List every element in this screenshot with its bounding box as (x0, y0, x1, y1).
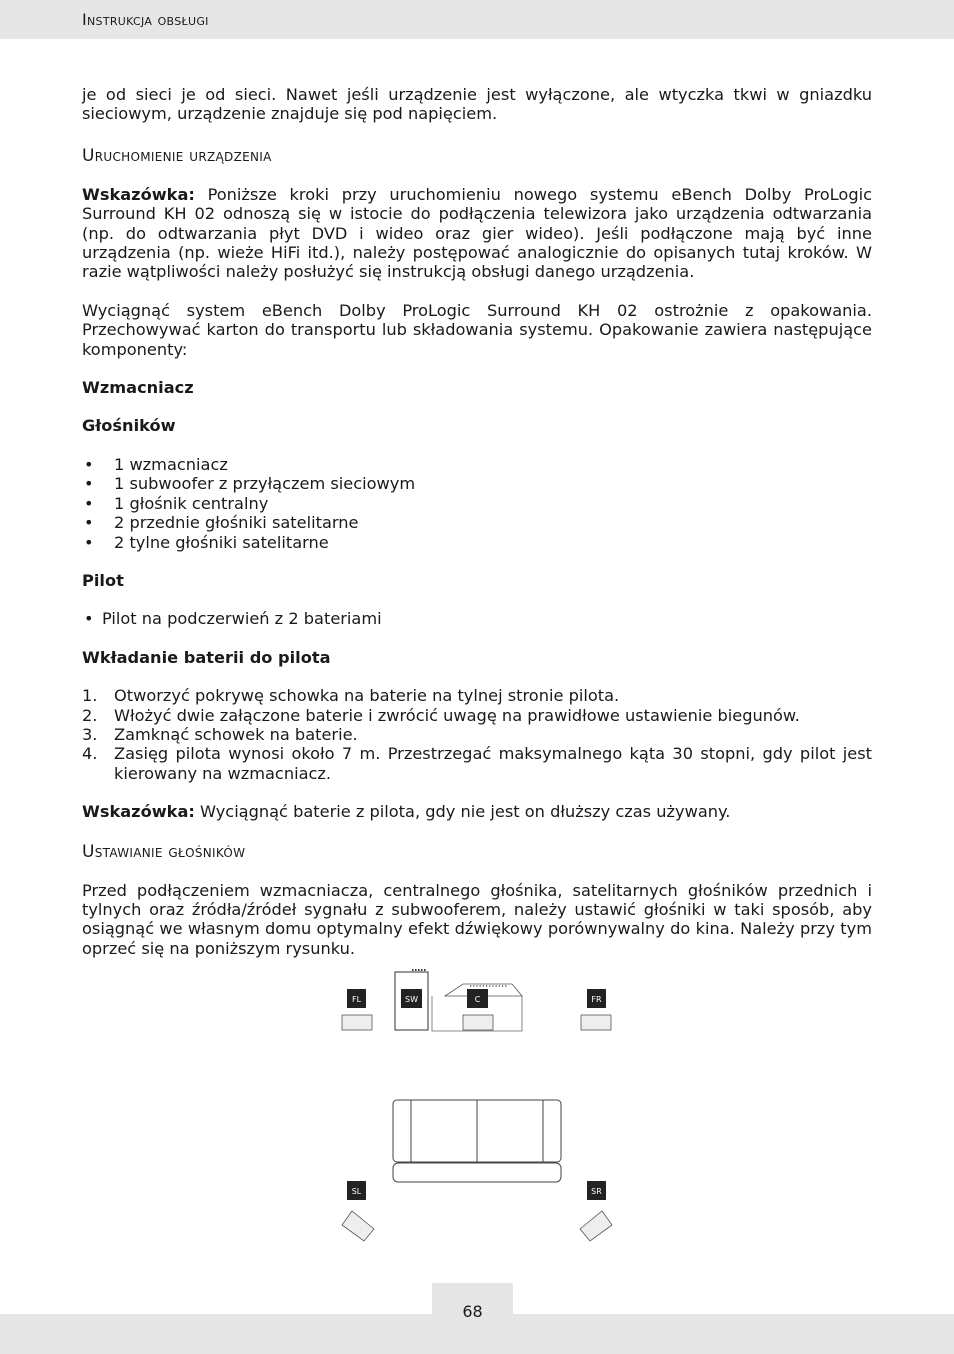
sofa-seat (393, 1163, 561, 1182)
front-left-speaker (342, 989, 372, 1030)
sofa-right-arm (541, 1100, 561, 1162)
surround-left-speaker (342, 1181, 374, 1241)
note2-text: Wyciągnąć baterie z pilota, gdy nie jest on dłuższy czas używany. (194, 802, 731, 822)
list-item: • 1 głośnik centralny (82, 494, 872, 513)
c-speaker-box (463, 1015, 493, 1030)
front-right-speaker (581, 989, 611, 1030)
note-paragraph (82, 185, 872, 282)
section-title-startup: Uruchomienie urządzenia (82, 145, 272, 166)
subwoofer (395, 970, 428, 1030)
list-item (82, 706, 872, 725)
list-item: • 1 subwoofer z przyłączem sieciowym (82, 474, 872, 493)
step-text: Otworzyć pokrywę schowka na baterie na tylnej stronie pilota. (114, 686, 620, 706)
note2-paragraph (82, 802, 872, 821)
amplifier-heading: Wzmacniacz (82, 378, 194, 398)
section-title-speakers: Ustawianie głośników (82, 841, 246, 862)
sr-speaker-box (580, 1211, 612, 1241)
step-text: Zamknąć schowek na baterie. (114, 724, 358, 744)
list-item (82, 686, 872, 705)
note-text: Poniższe kroki przy uruchomieniu nowego systemu eBench Dolby ProLogic Surround KH 02 odnoszą się w istocie do podłączenia telewizora jako urządzenia odtwarzania (np. do odtwarzania płyt DVD i wideo oraz gier wideo). Jeśli podłączone mają być inne urządzenia (np. wieże HiFi itd.), należy postępować analogicznie do opisanych tutaj kroków. W razie wątpliwości należy posłużyć się instrukcją obsługi danego urządzenia. (82, 184, 872, 282)
step-number: 2. (82, 705, 98, 725)
list-item: • 1 wzmacniacz (82, 455, 872, 474)
speaker-layout-diagram (330, 960, 630, 1250)
list-item: • Pilot na podczerwień z 2 bateriami (82, 609, 872, 628)
sw-label: SW (405, 995, 418, 1004)
step-number: 4. (82, 744, 98, 764)
remote-heading: Pilot (82, 570, 124, 590)
step-text: Zasięg pilota wynosi około 7 m. Przestrzegać maksymalnego kąta 30 stopni, gdy pilot jest kierowany na wzmacniacz. (114, 744, 872, 783)
sl-label: SL (351, 1187, 362, 1196)
header-title: Instrukcja obsługi (82, 10, 209, 29)
step-number: 1. (82, 686, 98, 706)
note2-label: Wskazówka: (82, 802, 195, 822)
speakers-heading: Głośników (82, 416, 176, 436)
sofa (393, 1100, 561, 1182)
step-text: Włożyć dwie załączone baterie i zwrócić uwagę na prawidłowe ustawienie biegunów. (114, 705, 800, 725)
intro-paragraph: je od sieci je od sieci. Nawet jeśli urządzenie jest wyłączone, ale wtyczka tkwi w gniazdku sieciowym, urządzenie znajduje się pod napięciem. (82, 85, 872, 124)
list-item (82, 744, 872, 783)
unpack-paragraph: Wyciągnąć system eBench Dolby ProLogic Surround KH 02 ostrożnie z opakowania. Przechowywać karton do transportu lub składowania systemu. Opakowanie zawiera następujące komponenty: (82, 300, 872, 359)
note-label: Wskazówka: (82, 184, 195, 204)
remote-list (82, 609, 872, 628)
header-bar (0, 0, 954, 39)
fl-label: FL (351, 995, 362, 1004)
list-item: • 2 przednie głośniki satelitarne (82, 513, 872, 532)
list-item: • 2 tylne głośniki satelitarne (82, 533, 872, 552)
center-speaker (432, 984, 522, 1031)
fl-speaker-box (342, 1015, 372, 1030)
speakers-list (82, 455, 872, 552)
sofa-left-arm (393, 1100, 413, 1162)
sr-label: SR (591, 1187, 602, 1196)
surround-right-speaker (580, 1181, 612, 1241)
page-content (82, 85, 872, 958)
sl-speaker-box (342, 1211, 374, 1241)
placement-paragraph: Przed podłączeniem wzmacniacza, centralnego głośnika, satelitarnych głośników przednich i tylnych oraz źródła/źródeł sygnału z subwooferem, należy ustawić głośniki w taki sposób, aby osiągnąć we własnym domu optymalny efekt dźwiękowy porównywalny do kina. Należy przy tym oprzeć się na poniższym rysunku. (82, 880, 872, 958)
list-item (82, 725, 872, 744)
page-number: 68 (462, 1302, 483, 1321)
fr-label: FR (591, 995, 602, 1004)
battery-steps (82, 686, 872, 783)
c-label: C (474, 995, 481, 1004)
step-number: 3. (82, 724, 98, 744)
battery-heading: Wkładanie baterii do pilota (82, 647, 331, 667)
fr-speaker-box (581, 1015, 611, 1030)
